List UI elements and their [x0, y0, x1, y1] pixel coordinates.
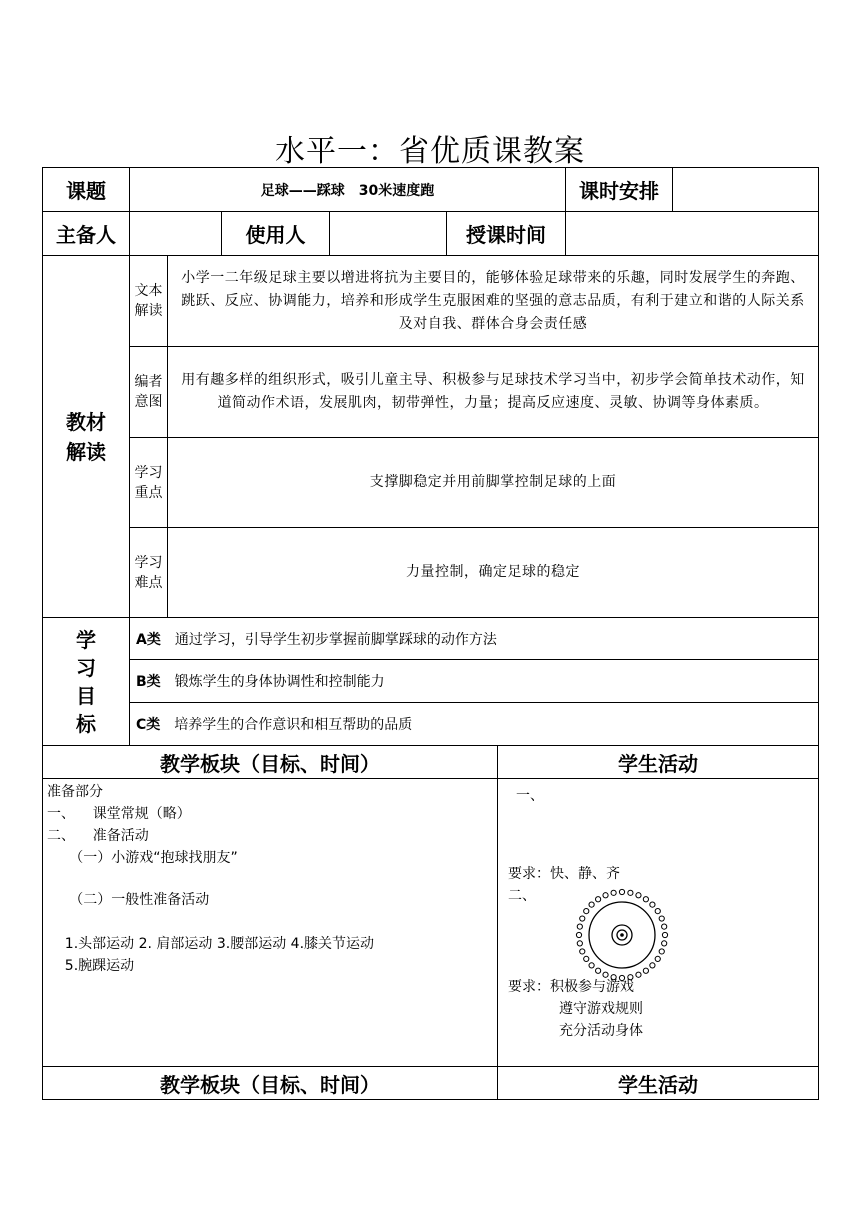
student-dot [643, 968, 648, 973]
student-dot [589, 963, 594, 968]
material-section-label: 教材解读 [43, 256, 130, 618]
right-req-two-line: 充分活动身体 [559, 1023, 643, 1039]
student-dot [636, 893, 641, 898]
student-dot [650, 963, 655, 968]
right-req-one: 要求：快、静、齐 [508, 866, 620, 882]
student-dot [580, 916, 585, 921]
student-dot [596, 968, 601, 973]
right-item-two: 二、 [508, 888, 536, 904]
circle-formation-diagram [574, 887, 670, 983]
student-dot [628, 890, 633, 895]
student-dot [655, 909, 660, 914]
teaching-col2-header: 学生活动 [498, 746, 819, 779]
content-line: （一）小游戏“抱球找朋友” [47, 850, 238, 866]
content-line [47, 869, 493, 891]
student-dot [655, 956, 660, 961]
student-dot [619, 889, 624, 894]
goal-label: C类 [136, 717, 161, 733]
material-row-text: 支撑脚稳定并用前脚掌控制足球的上面 [168, 438, 819, 528]
preparer-value [130, 212, 222, 256]
student-dot [659, 949, 664, 954]
header-table [42, 167, 819, 256]
right-req-two: 要求：积极参与游戏 [508, 979, 634, 995]
teaching-col1-header: 教学板块（目标、时间） [43, 746, 498, 779]
content-line: （二）一般性准备活动 [47, 892, 210, 908]
right-item-one: 一、 [516, 788, 544, 804]
material-row-label: 学习重点 [130, 438, 168, 528]
student-dot [596, 897, 601, 902]
content-line: 一、 课堂常规（略） [47, 806, 191, 822]
page-title: 水平一：省优质课教案 [275, 134, 585, 169]
student-dot [580, 949, 585, 954]
student-dot [584, 909, 589, 914]
time-value [566, 212, 819, 256]
goal-item [130, 660, 819, 703]
goal-label: A类 [136, 631, 161, 648]
student-dot [611, 890, 616, 895]
student-dot [589, 902, 594, 907]
goal-label: B类 [136, 674, 161, 690]
material-row-label: 编者意图 [130, 347, 168, 438]
footer-col2-header: 学生活动 [498, 1067, 819, 1100]
material-goals-table [42, 255, 819, 746]
content-line: 准备部分 [47, 784, 103, 800]
content-line [47, 911, 493, 933]
material-row-label: 文本解读 [130, 256, 168, 347]
material-row-label: 学习难点 [130, 528, 168, 618]
goal-item [130, 618, 819, 660]
footer-col1-header: 教学板块（目标、时间） [43, 1067, 498, 1100]
content-line: 1.头部运动 2. 肩部运动 3.腰部运动 4.膝关节运动 [47, 936, 375, 952]
user-value [330, 212, 447, 256]
teaching-table [42, 745, 819, 1100]
goal-item [130, 703, 819, 746]
preparer-label: 主备人 [43, 212, 130, 256]
student-dot [576, 932, 581, 937]
schedule-value [673, 168, 819, 212]
goal-text: 通过学习，引导学生初步掌握前脚掌踩球的动作方法 [174, 631, 497, 648]
student-dot [662, 924, 667, 929]
user-label: 使用人 [222, 212, 330, 256]
student-dot [659, 916, 664, 921]
goal-text: 培养学生的合作意识和相互帮助的品质 [174, 717, 413, 733]
student-dot [636, 972, 641, 977]
teaching-left-content [43, 779, 498, 1067]
student-dot [662, 941, 667, 946]
content-line: 5.腕踝运动 [47, 958, 135, 974]
student-dot [662, 932, 667, 937]
schedule-label: 课时安排 [566, 168, 673, 212]
student-dot [650, 902, 655, 907]
right-req-two-line: 遵守游戏规则 [559, 1001, 643, 1017]
student-dot [577, 924, 582, 929]
content-line: 二、 准备活动 [47, 828, 149, 844]
student-dot [643, 897, 648, 902]
teaching-right-content [498, 779, 819, 1067]
topic-value: 足球——踩球 30米速度跑 [130, 168, 566, 212]
student-dot [584, 956, 589, 961]
time-label: 授课时间 [447, 212, 566, 256]
goals-section-label: 学习目标 [43, 618, 130, 746]
material-row-text: 力量控制，确定足球的稳定 [168, 528, 819, 618]
material-row-text: 用有趣多样的组织形式，吸引儿童主导、积极参与足球技术学习当中，初步学会简单技术动作，知道简动作术语，发展肌肉，韧带弹性，力量；提高反应速度、灵敏、协调等身体素质。 [168, 347, 819, 438]
material-row-text: 小学一二年级足球主要以增进将抗为主要目的，能够体验足球带来的乐趣，同时发展学生的奔跑、跳跃、反应、协调能力，培养和形成学生克服困难的坚强的意志品质，有利于建立和谐的人际关系及对自我、群体合身会责任感 [168, 256, 819, 347]
student-dot [603, 893, 608, 898]
goal-text: 锻炼学生的身体协调性和控制能力 [174, 674, 385, 690]
student-dot [577, 941, 582, 946]
topic-label: 课题 [43, 168, 130, 212]
